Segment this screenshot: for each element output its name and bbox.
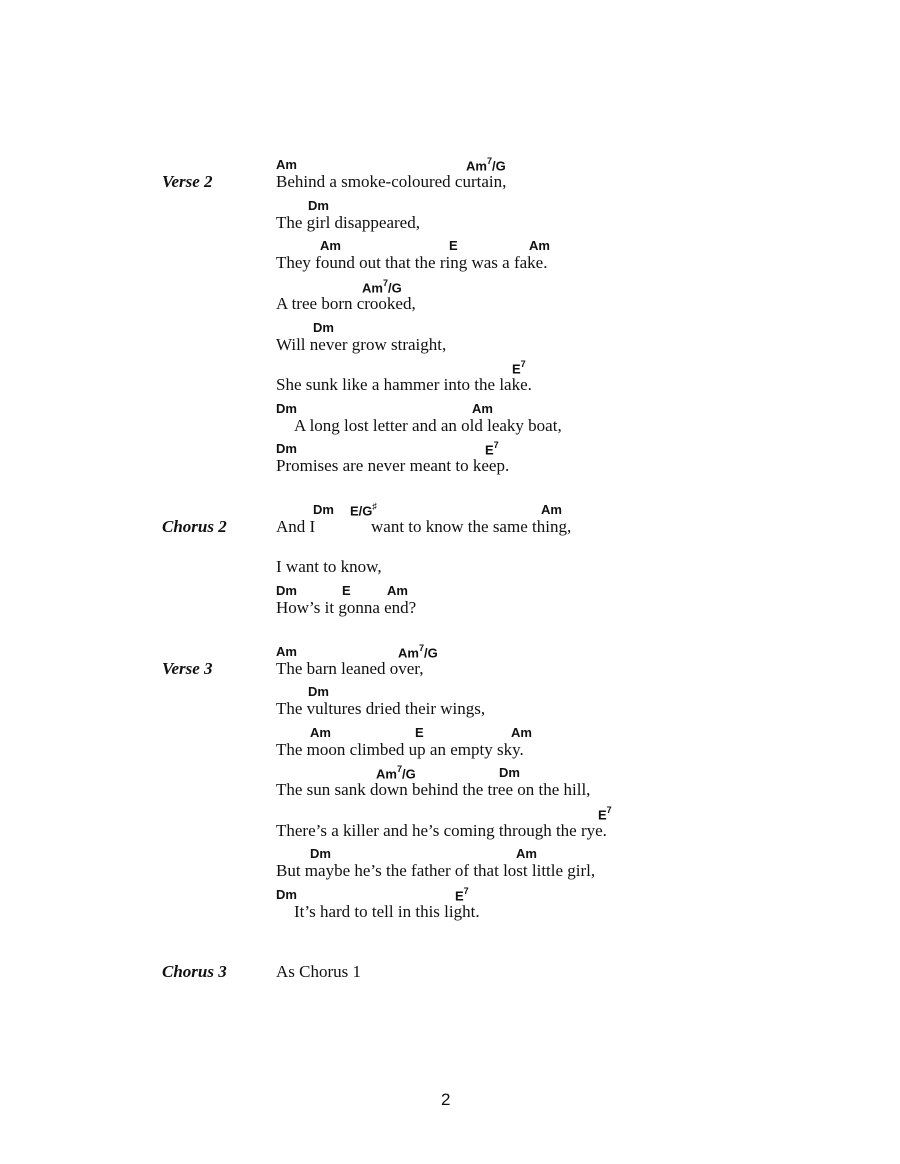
chord: Am — [276, 644, 297, 659]
chord: Am$^7$/G — [376, 764, 416, 782]
lyric-line: A tree born crooked, — [276, 294, 416, 313]
section-label-verse-2: Verse 2 — [162, 172, 213, 191]
chord: E — [342, 583, 351, 598]
lyric-line: And I — [276, 517, 316, 536]
chord: $E^7$ — [512, 359, 526, 377]
lyric-line: The barn leaned over, — [276, 659, 424, 678]
chorus-3-instruction: As Chorus 1 — [276, 962, 362, 981]
chord: Am — [472, 401, 493, 416]
chord: Dm — [310, 846, 331, 861]
chord: E/G♯ — [350, 501, 377, 519]
lyric-line: The vultures dried their wings, — [276, 699, 486, 718]
chord: E — [449, 238, 458, 253]
lyric-line: But maybe he’s the father of that lost little girl, — [276, 861, 596, 880]
chord: Dm — [313, 320, 334, 335]
page-number: 2 — [441, 1090, 451, 1109]
lyric-line: She sunk like a hammer into the lake. — [276, 375, 532, 394]
chord: Dm — [276, 441, 297, 456]
chord: Am — [529, 238, 550, 253]
chord: Am — [310, 725, 331, 740]
chord: Dm — [276, 401, 297, 416]
chord: $E^7$ — [598, 805, 612, 823]
chord: Dm — [308, 198, 329, 213]
chord: Am — [516, 846, 537, 861]
lyric-line: It’s hard to tell in this light. — [294, 902, 480, 921]
lyric-line: want to know the same thing, — [371, 517, 572, 536]
chord: Dm — [499, 765, 520, 780]
lyric-line: A long lost letter and an old leaky boat, — [294, 416, 562, 435]
chord: $E^7$ — [455, 886, 469, 904]
chord: E — [415, 725, 424, 740]
section-label-verse-3: Verse 3 — [162, 659, 213, 678]
lyric-line: They found out that the ring was a fake. — [276, 253, 548, 272]
chord: Am — [276, 157, 297, 172]
chord: Am$^7$/G — [466, 156, 506, 174]
lyric-line: There’s a killer and he’s coming through the rye. — [276, 821, 607, 840]
chord: Am — [541, 502, 562, 517]
chord: Dm — [308, 684, 329, 699]
chord: Dm — [313, 502, 334, 517]
lyric-line: The moon climbed up an empty sky. — [276, 740, 524, 759]
chord: Am$^7$/G — [398, 643, 438, 661]
lyric-line: How’s it gonna end? — [276, 598, 417, 617]
chord: Am — [387, 583, 408, 598]
lyric-line: Promises are never meant to keep. — [276, 456, 510, 475]
lyric-line: Will never grow straight, — [276, 335, 447, 354]
chord: Dm — [276, 887, 297, 902]
lyric-line: The girl disappeared, — [276, 213, 420, 232]
lyric-line: I want to know, — [276, 557, 382, 576]
chord: Am — [320, 238, 341, 253]
lyric-line: The sun sank down behind the tree on the hill, — [276, 780, 591, 799]
section-label-chorus-2: Chorus 2 — [162, 517, 227, 536]
chord: Am — [511, 725, 532, 740]
chord: Am$^7$/G — [362, 278, 402, 296]
lyric-line: Behind a smoke-coloured curtain, — [276, 172, 507, 191]
chord: Dm — [276, 583, 297, 598]
chord: $E^7$ — [485, 440, 499, 458]
section-label-chorus-3: Chorus 3 — [162, 962, 227, 981]
